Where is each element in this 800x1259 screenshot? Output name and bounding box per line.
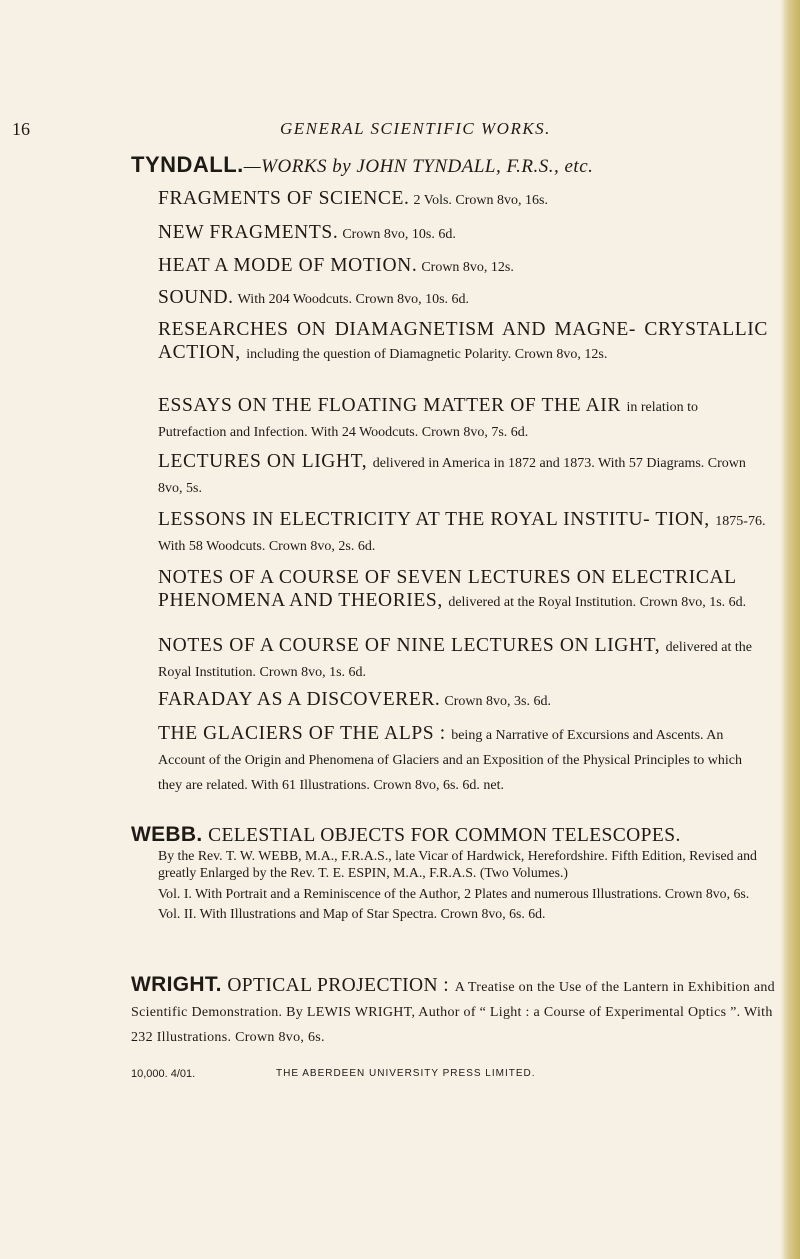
book-title: FARADAY AS A DISCOVERER.	[158, 689, 441, 710]
author-name: WEBB.	[131, 823, 203, 846]
section-heading-tyndall	[131, 152, 593, 178]
book-details: With 204 Woodcuts. Crown 8vo, 10s. 6d.	[237, 292, 470, 307]
book-details: Crown 8vo, 12s.	[421, 260, 514, 275]
book-details: Crown 8vo, 3s. 6d.	[444, 694, 551, 709]
list-item	[158, 187, 778, 210]
book-details: being a Narrative of Excursions and Ascents. An Account of the Origin and Phenomena of Glaciers and an Exposition of the Physical Principles to which they are related. With 61 Illustrations. Crown 8vo, 6s. 6d. net.	[158, 728, 742, 793]
book-details: including the question of Diamagnetic Polarity. Crown 8vo, 12s.	[246, 347, 608, 362]
book-title: ESSAYS ON THE FLOATING MATTER OF THE AIR	[158, 395, 621, 416]
author-subtitle: —WORKS by JOHN TYNDALL, F.R.S., etc.	[243, 156, 594, 177]
list-item	[158, 221, 778, 244]
book-title: THE GLACIERS OF THE ALPS :	[158, 723, 446, 744]
list-item	[158, 634, 768, 684]
book-title: LESSONS IN ELECTRICITY AT THE ROYAL INSTITU- TION,	[158, 509, 710, 530]
book-title: CELESTIAL OBJECTS FOR COMMON TELESCOPES.	[208, 825, 681, 846]
book-details: Crown 8vo, 10s. 6d.	[342, 227, 456, 242]
book-details: in relation to Putrefaction and Infection. With 24 Woodcuts. Crown 8vo, 7s. 6d.	[158, 400, 699, 440]
page-number: 16	[12, 119, 30, 139]
list-item	[158, 688, 768, 711]
press-name: THE ABERDEEN UNIVERSITY PRESS LIMITED.	[276, 1068, 536, 1079]
book-title: NEW FRAGMENTS.	[158, 222, 339, 243]
book-title: FRAGMENTS OF SCIENCE.	[158, 188, 410, 209]
volume-two: Vol. II. With Illustrations and Map of Star Spectra. Crown 8vo, 6s. 6d.	[158, 906, 546, 922]
list-item	[158, 450, 768, 500]
volume-one: Vol. I. With Portrait and a Reminiscence of the Author, 2 Plates and numerous Illustrations. Crown 8vo, 6s.	[158, 885, 750, 901]
list-item	[158, 508, 768, 558]
page-edge	[780, 0, 800, 1259]
page-header	[0, 116, 800, 146]
webb-section	[131, 822, 791, 923]
list-item	[158, 394, 768, 444]
author-name: TYNDALL.	[131, 152, 244, 177]
book-title: SOUND.	[158, 287, 234, 308]
list-item	[158, 286, 778, 309]
author-name: WRIGHT.	[131, 973, 222, 996]
book-details: delivered at the Royal Institution. Crown 8vo, 1s. 6d.	[158, 640, 752, 680]
book-description: By the Rev. T. W. WEBB, M.A., F.R.A.S., late Vicar of Hardwick, Herefordshire. Fifth Edition, Revised and greatly Enlarged by the Rev. T. E. ESPIN, M.A., F.R.A.S. (Two Volumes.)	[158, 848, 757, 881]
book-title: NOTES OF A COURSE OF NINE LECTURES ON LIGHT,	[158, 635, 661, 656]
book-details: delivered at the Royal Institution. Crown 8vo, 1s. 6d.	[448, 595, 747, 610]
book-title: HEAT A MODE OF MOTION.	[158, 255, 418, 276]
book-title: OPTICAL PROJECTION :	[227, 975, 450, 996]
book-details: 1875-76. With 58 Woodcuts. Crown 8vo, 2s. 6d.	[158, 514, 766, 554]
book-details: delivered in America in 1872 and 1873. With 57 Diagrams. Crown 8vo, 5s.	[158, 456, 746, 496]
wright-section	[131, 972, 791, 1047]
list-item	[158, 566, 768, 614]
running-title: GENERAL SCIENTIFIC WORKS.	[280, 119, 551, 138]
list-item	[158, 318, 768, 366]
footer	[131, 1068, 536, 1080]
book-details: 2 Vols. Crown 8vo, 16s.	[413, 193, 548, 208]
list-item	[158, 722, 768, 797]
book-details-inline: A Treatise on the Use of the Lantern in Exhibition and Scientific Demonstration. By LEWIS WRIGHT, Author of “ Light : a Course of Experimental Optics ”. With 232 Illustrations. Crown 8vo, 6s.	[131, 980, 775, 1045]
book-title: LECTURES ON LIGHT,	[158, 451, 368, 472]
book-title: RESEARCHES ON DIAMAGNETISM AND MAGNE- CRYSTALLIC ACTION,	[158, 319, 768, 363]
print-run: 10,000. 4/01.	[131, 1068, 196, 1080]
book-title: NOTES OF A COURSE OF SEVEN LECTURES ON ELECTRICAL PHENOMENA AND THEORIES,	[158, 567, 736, 611]
list-item	[158, 254, 778, 277]
